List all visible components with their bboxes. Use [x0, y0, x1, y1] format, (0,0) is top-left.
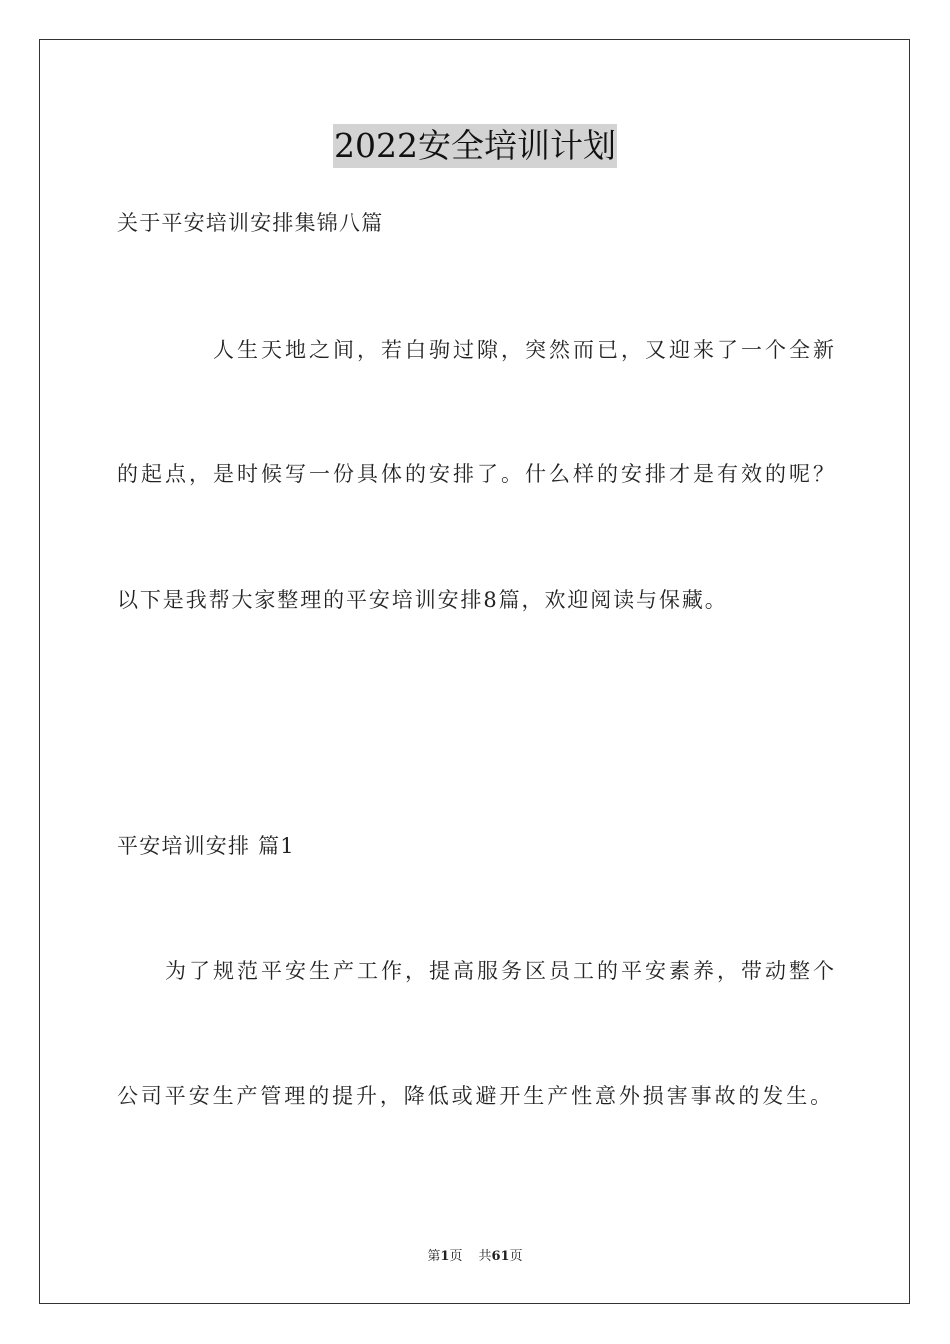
page-number: 1: [440, 1249, 450, 1264]
intro-paragraph-line-2: 的起点，是时候写一份具体的安排了。什么样的安排才是有效的呢？: [117, 462, 837, 486]
section-heading: 平安培训安排 篇1: [117, 834, 295, 858]
page-footer: [0, 1248, 950, 1266]
total-prefix: 共: [478, 1249, 492, 1264]
document-subtitle: 关于平安培训安排集锦八篇: [117, 211, 384, 235]
intro-paragraph-line-3: 以下是我帮大家整理的平安培训安排8篇，欢迎阅读与保藏。: [117, 588, 728, 612]
title-container: [0, 124, 950, 168]
section-paragraph-line-2: 公司平安生产管理的提升，降低或避开生产性意外损害事故的发生。: [117, 1084, 834, 1108]
total-suffix: 页: [509, 1249, 523, 1264]
section-paragraph-line-1: 为了规范平安生产工作，提高服务区员工的平安素养，带动整个: [165, 959, 837, 983]
intro-paragraph-line-1: 人生天地之间，若白驹过隙，突然而已，又迎来了一个全新: [213, 338, 837, 362]
page-suffix: 页: [449, 1249, 463, 1264]
page-prefix: 第: [427, 1249, 441, 1264]
document-title: 2022安全培训计划: [333, 124, 617, 168]
total-pages: 61: [491, 1249, 510, 1264]
